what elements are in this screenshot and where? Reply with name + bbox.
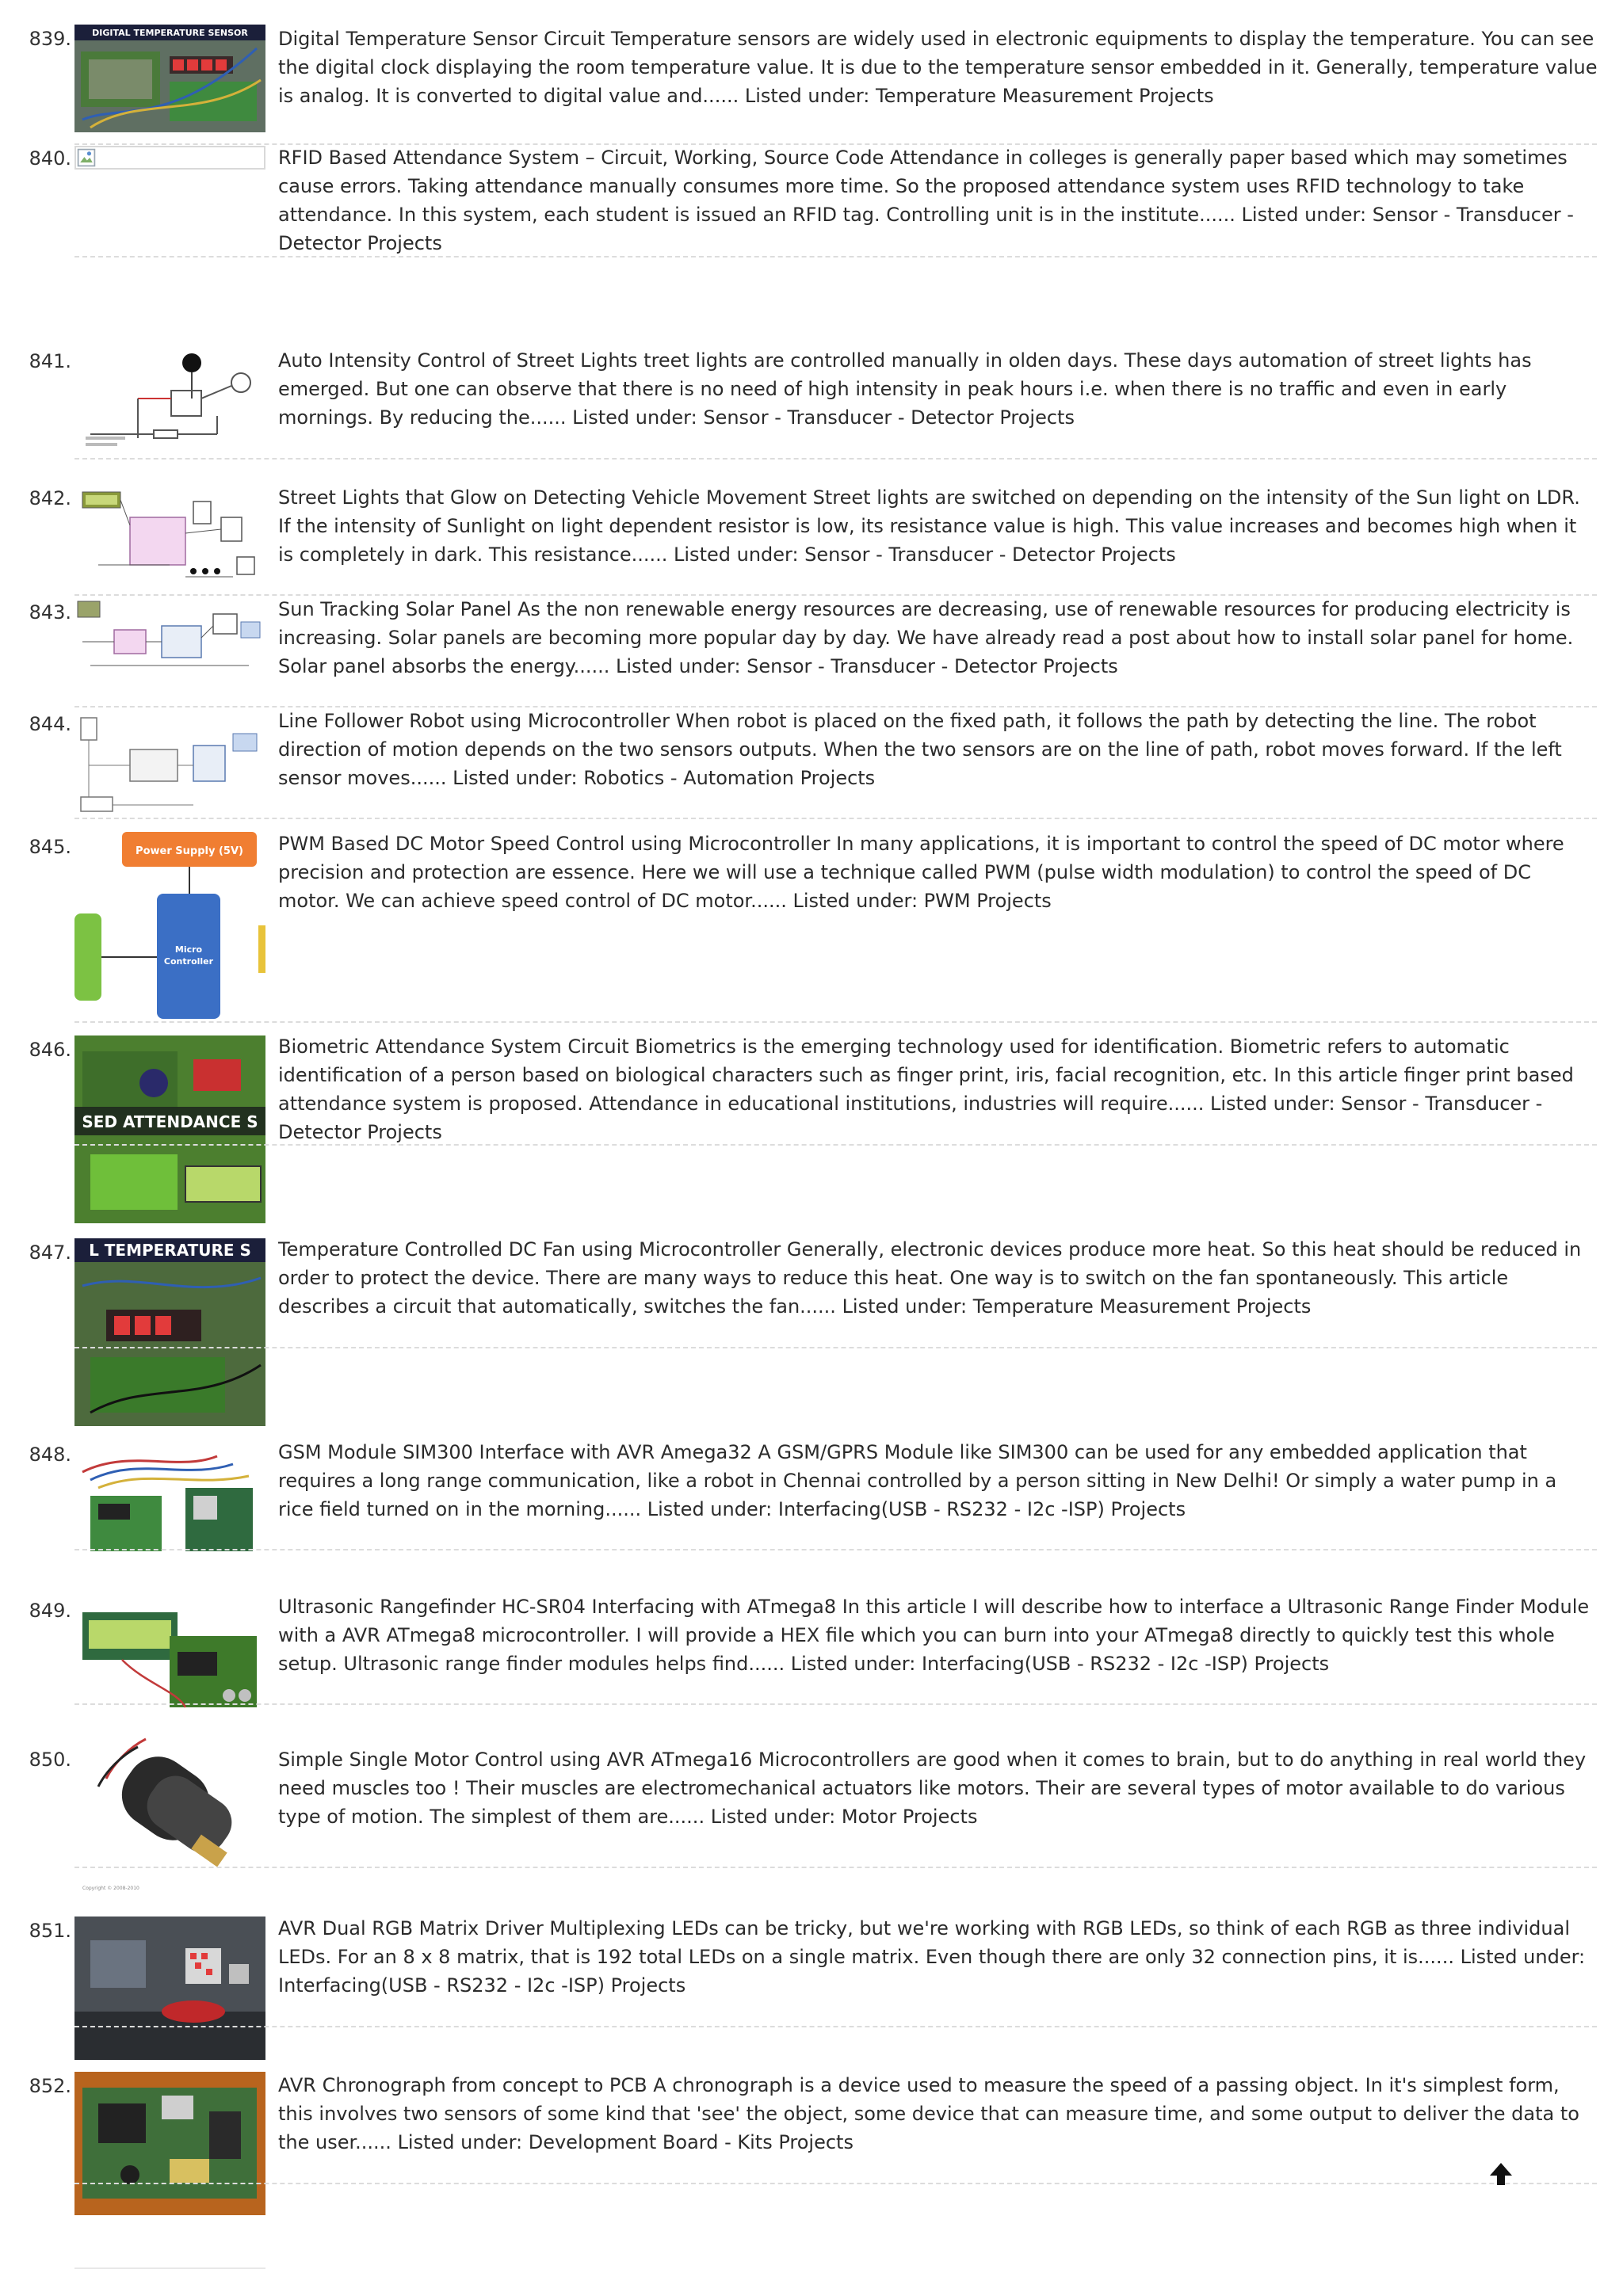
entry-description — [278, 595, 1598, 681]
entry-number: 842. — [29, 487, 71, 509]
entry-divider — [74, 2183, 1597, 2184]
temperature-fan-board-image — [74, 1238, 265, 1426]
entry-link[interactable]: Simple Single Motor Control using AVR ATmega16 Microcontrollers are good when it comes to brain, but to do anything in real world they need muscles too ! Their muscles are electromechanical actuators like motors. Their are several types of motor available to do various type of motion. The simplest of them are...... Listed under: Motor Projects — [278, 1749, 1587, 1828]
entry-divider — [74, 1549, 1597, 1550]
vehicle-detect-circuit-image — [74, 486, 265, 587]
entry-divider — [74, 1021, 1597, 1023]
entry-link[interactable]: AVR Dual RGB Matrix Driver Multiplexing LEDs can be tricky, but we're working with RGB LEDs, so think of each RGB as three individual LEDs. For an 8 x 8 matrix, that is 192 total LEDs on a single matrix. Even though there are only 32 connection pins, it is...... Listed under: Interfacing(USB - RS232 - I2c -ISP) Projects — [278, 1917, 1586, 1997]
svg-text:Micro: Micro — [174, 944, 203, 955]
entry-description — [278, 1235, 1598, 1321]
entry-description — [278, 707, 1598, 792]
entry-number: 840. — [29, 147, 71, 170]
entry-number: 839. — [29, 28, 71, 50]
entry-number: 843. — [29, 601, 71, 624]
entry-divider — [74, 256, 1597, 257]
entry-divider — [74, 1347, 1597, 1348]
entry-link[interactable]: Line Follower Robot using Microcontroller When robot is placed on the fixed path, it follows the path by detecting the line. The robot direction of motion depends on the two sensors outputs. When the two sensors are on the line of path, robot moves forward. If the left sensor moves...... Listed under: Robotics - Automation Projects — [278, 710, 1562, 789]
pwm-block-diagram-image — [74, 822, 265, 1021]
entry-thumbnail[interactable] — [74, 598, 265, 673]
line-follower-circuit-image — [74, 710, 265, 816]
entry-divider — [74, 818, 1597, 819]
solar-tracker-circuit-image — [74, 598, 265, 673]
entry-link[interactable]: RFID Based Attendance System – Circuit, Working, Source Code Attendance in colleges is generally paper based which may sometimes cause errors. Taking attendance manually consumes more time. So the proposed attendance system uses RFID technology to take attendance. In this system, each student is issued an RFID tag. Controlling unit is in the institute...... Listed under: Sensor - Transducer - Detector Projects — [278, 147, 1574, 254]
entry-description — [278, 143, 1598, 257]
entry-number: 841. — [29, 350, 71, 372]
entry-thumbnail[interactable] — [74, 1596, 265, 1721]
entry-thumbnail[interactable] — [74, 25, 265, 132]
entry-description — [278, 25, 1598, 110]
entry-thumbnail[interactable] — [74, 1035, 265, 1223]
dc-motor-image — [74, 1731, 265, 1904]
entry-description — [278, 1914, 1598, 2000]
scroll-to-top-button[interactable] — [1487, 2160, 1515, 2188]
entry-link[interactable]: Temperature Controlled DC Fan using Microcontroller Generally, electronic devices produce more heat. So this heat should be reduced in order to protect the device. There are many ways to reduce this heat. One way is to switch on the fan spontaneously. This article describes a circuit that automatically, switches the fan...... Listed under: Temperature Measurement Projects — [278, 1238, 1582, 1318]
entry-number: 847. — [29, 1241, 71, 1264]
entry-description — [278, 346, 1598, 432]
entry-thumbnail[interactable] — [74, 1917, 265, 2060]
entry-description — [278, 1745, 1598, 1831]
entry-number: 851. — [29, 1920, 71, 1942]
entry-thumbnail[interactable] — [74, 822, 265, 1021]
ultrasonic-module-image — [74, 1596, 265, 1721]
svg-text:Copyright © 2008-2010: Copyright © 2008-2010 — [82, 1886, 139, 1891]
svg-text:Controller: Controller — [163, 956, 214, 967]
entry-link[interactable]: Auto Intensity Control of Street Lights treet lights are controlled manually in olden days. These days automation of street lights has emerged. But one can observe that there is no need of high intensity in peak hours i.e. when there is no traffic and even in early mornings. By reducing the...... Listed under: Sensor - Transducer - Detector Projects — [278, 349, 1532, 429]
arrow-up-icon — [1487, 2160, 1515, 2188]
entry-link[interactable]: Ultrasonic Rangefinder HC-SR04 Interfacing with ATmega8 In this article I will describe how to interface a Ultrasonic Range Finder Module with a AVR ATmega8 microcontroller. I will provide a HEX file which you can burn into your ATmega8 directly to quickly test this whole setup. Ultrasonic range finder modules helps find...... Listed under: Interfacing(USB - RS232 - I2c -ISP) Projects — [278, 1596, 1590, 1675]
svg-text:SED ATTENDANCE S: SED ATTENDANCE S — [82, 1112, 258, 1131]
entry-description — [278, 830, 1598, 915]
entry-number: 850. — [29, 1749, 71, 1771]
entry-link[interactable]: Sun Tracking Solar Panel As the non renewable energy resources are decreasing, use of renewable resources for producing electricity is increasing. Solar panels are becoming more popular day by day. We have already read a post about how to install solar panel for home. Solar panel absorbs the energy...... Listed under: Sensor - Transducer - Detector Projects — [278, 598, 1574, 677]
entry-divider — [74, 1867, 1597, 1868]
entry-description — [278, 1032, 1598, 1146]
entry-number: 844. — [29, 713, 71, 735]
svg-text:L TEMPERATURE S: L TEMPERATURE S — [89, 1241, 251, 1260]
entry-description — [278, 2071, 1598, 2157]
temperature-sensor-board-image — [74, 25, 265, 132]
gsm-module-image — [74, 1440, 265, 1573]
entry-link[interactable]: Street Lights that Glow on Detecting Vehicle Movement Street lights are switched on depending on the intensity of the Sun light on LDR. If the intensity of Sunlight on light dependent resistor is low, its resistance value is high. This value increases and becomes high when it is completely in dark. This resistance...... Listed under: Sensor - Transducer - Detector Projects — [278, 486, 1580, 566]
street-light-circuit-image — [74, 335, 265, 456]
entry-link[interactable]: Digital Temperature Sensor Circuit Temperature sensors are widely used in electronic equipments to display the temperature. You can see the digital clock displaying the room temperature value. It is due to the temperature sensor embedded in it. Generally, temperature value is analog. It is converted to digital value and...... Listed under: Temperature Measurement Projects — [278, 28, 1598, 107]
svg-text:Power Supply (5V): Power Supply (5V) — [136, 845, 243, 857]
entry-thumbnail[interactable] — [74, 1238, 265, 1426]
rgb-matrix-image — [74, 1917, 265, 2060]
entry-divider — [74, 2026, 1597, 2027]
entry-number: 848. — [29, 1444, 71, 1466]
entry-thumbnail[interactable] — [74, 1731, 265, 1904]
entry-number: 852. — [29, 2075, 71, 2097]
entry-divider — [74, 1703, 1597, 1705]
entry-link[interactable]: GSM Module SIM300 Interface with AVR Amega32 A GSM/GPRS Module like SIM300 can be used for any embedded application that requires a long range communication, like a robot in Chennai controlled by a person sitting in New Delhi! Or simply a water pump in a rice field turned on in the morning...... Listed under: Interfacing(USB - RS232 - I2c -ISP) Projects — [278, 1441, 1557, 1520]
entry-number: 849. — [29, 1600, 71, 1622]
entry-link[interactable]: PWM Based DC Motor Speed Control using Microcontroller In many applications, it is important to control the speed of DC motor where precision and protection are essence. Here we will use a technique called PWM (pulse width modulation) to control the speed of DC motor. We can achieve speed control of DC motor...... Listed under: PWM Projects — [278, 833, 1564, 912]
entry-description — [278, 1438, 1598, 1524]
entry-thumbnail[interactable] — [74, 1440, 265, 1573]
biometric-attendance-board-image — [74, 1035, 265, 1223]
entry-description — [278, 483, 1598, 569]
entry-link[interactable]: AVR Chronograph from concept to PCB A chronograph is a device used to measure the speed of a passing object. In it's simplest form, this involves two sensors of some kind that 'see' the object, some device that can measure time, and some output to deliver the data to the user...... Listed under: Development Board - Kits Projects — [278, 2074, 1579, 2153]
page-bottom-rule — [74, 2267, 265, 2269]
entry-link[interactable]: Biometric Attendance System Circuit Biometrics is the emerging technology used for identification. Biometric refers to automatic identification of a person based on biological characters such as finger print, iris, facial recognition, etc. In this article finger print based attendance system is proposed. Attendance in educational institutions, industries will require...... Listed under: Sensor - Transducer - Detector Projects — [278, 1035, 1574, 1143]
entry-divider — [74, 1144, 1597, 1146]
entry-thumbnail[interactable] — [74, 335, 265, 456]
entry-divider — [74, 458, 1597, 460]
chronograph-pcb-image — [74, 2072, 265, 2215]
entry-thumbnail[interactable] — [74, 2072, 265, 2215]
entry-thumbnail[interactable] — [74, 486, 265, 587]
entry-number: 845. — [29, 836, 71, 858]
thumbnail-caption: DIGITAL TEMPERATURE SENSOR — [92, 28, 248, 38]
entry-description — [278, 1592, 1598, 1678]
entry-thumbnail[interactable] — [74, 146, 265, 170]
entry-number: 846. — [29, 1039, 71, 1061]
broken-image-icon — [76, 147, 264, 168]
entry-thumbnail[interactable] — [74, 710, 265, 816]
